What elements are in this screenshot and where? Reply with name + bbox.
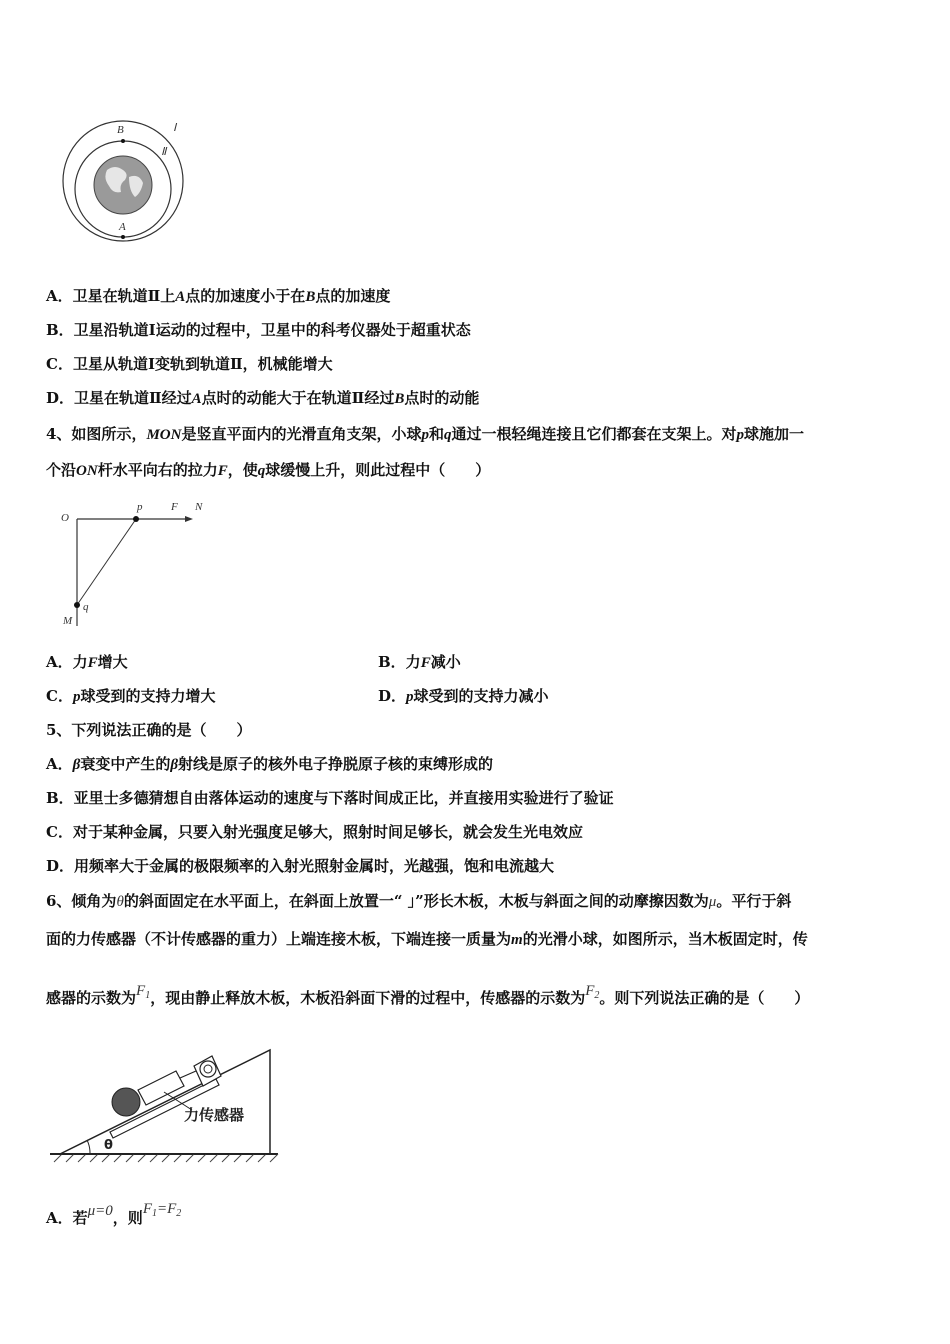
f1-symbol: $F_1$: [136, 983, 151, 1001]
q6-stem-line1: 6、倾角为θ的斜面固定在水平面上，在斜面上放置一“ 」”形长木板，木板与斜面之间的动摩擦因数为μ。平行于斜: [46, 892, 792, 910]
q6-stem-line3: 感器的示数为$F_1$，现由静止释放木板，木板沿斜面下滑的过程中，传感器的示数为$F_2$。则下列说法正确的是（ ）: [46, 983, 810, 1007]
q3-option-b: B．卫星沿轨道Ⅰ运动的过程中，卫星中的科考仪器处于超重状态: [46, 321, 471, 339]
label-orbit-2: Ⅱ: [161, 146, 167, 158]
q5-option-a: A．β衰变中产生的β射线是原子的核外电子挣脱原子核的束缚形成的: [46, 755, 494, 773]
point-b: [121, 139, 125, 143]
q3-option-c: C．卫星从轨道Ⅰ变轨到轨道Ⅱ，机械能增大: [46, 355, 333, 373]
point-a: [121, 235, 125, 239]
frame-figure: [55, 494, 215, 634]
label-o: O: [61, 512, 69, 524]
incline-figure: [46, 1036, 286, 1168]
rope: [77, 519, 136, 605]
q4-stem-line2: 个沿ON杆水平向右的拉力F，使q球缓慢上升，则此过程中（ ）: [46, 461, 491, 479]
q4-option-c: C．p球受到的支持力增大: [46, 687, 216, 705]
label-theta: θ: [104, 1138, 113, 1153]
q6-stem-line2: 面的力传感器（不计传感器的重力）上端连接木板，下端连接一质量为m的光滑小球，如图所示，当木板固定时，传: [46, 930, 808, 948]
arrow-f: [185, 516, 193, 522]
q5-stem: 5、下列说法正确的是（ ）: [46, 721, 252, 739]
q5-option-b: B．亚里士多德猜想自由落体运动的速度与下落时间成正比，并直接用实验进行了验证: [46, 789, 614, 807]
label-m: M: [63, 615, 73, 627]
label-orbit-1: Ⅰ: [173, 122, 177, 134]
q4-option-b: B．力F减小: [378, 653, 461, 671]
label-a: A: [119, 221, 126, 233]
earth-globe: [94, 156, 152, 214]
label-force-sensor: 力传感器: [184, 1106, 245, 1124]
label-p: p: [137, 501, 143, 513]
angle-arc: [87, 1140, 90, 1154]
sensor-rod: [180, 1071, 196, 1078]
f1-eq-f2: $F_1=F_2$: [142, 1201, 182, 1219]
q3-option-a: A．卫星在轨道Ⅱ上A点的加速度小于在B点的加速度: [46, 287, 391, 305]
label-b: B: [117, 124, 124, 136]
label-q: q: [83, 601, 89, 613]
f2-symbol: $F_2$: [585, 983, 600, 1001]
q5-option-d: D．用频率大于金属的极限频率的入射光照射金属时，光越强，饱和电流越大: [46, 857, 555, 875]
pulley: [200, 1061, 216, 1077]
ball-p: [133, 516, 139, 522]
q4-option-d: D．p球受到的支持力减小: [378, 687, 549, 705]
q5-option-c: C．对于某种金属，只要入射光强度足够大，照射时间足够长，就会发生光电效应: [46, 823, 583, 841]
ground-hatch: [54, 1154, 278, 1162]
incline: [60, 1050, 270, 1154]
q3-option-d: D．卫星在轨道Ⅱ经过A点时的动能大于在轨道Ⅱ经过B点时的动能: [46, 389, 480, 407]
q4-stem-line1: 4、如图所示，MON是竖直平面内的光滑直角支架，小球p和q通过一根轻绳连接且它们都套在支架上。对p球施加一: [46, 425, 805, 443]
ball: [112, 1088, 140, 1116]
q6-option-a: A．若μ=0，则$F_1=F_2$: [46, 1201, 182, 1227]
ball-q: [74, 602, 80, 608]
label-n: N: [195, 501, 203, 513]
q4-option-a: A．力F增大: [46, 653, 128, 671]
label-f: F: [171, 501, 178, 513]
orbit-figure: [55, 115, 195, 245]
